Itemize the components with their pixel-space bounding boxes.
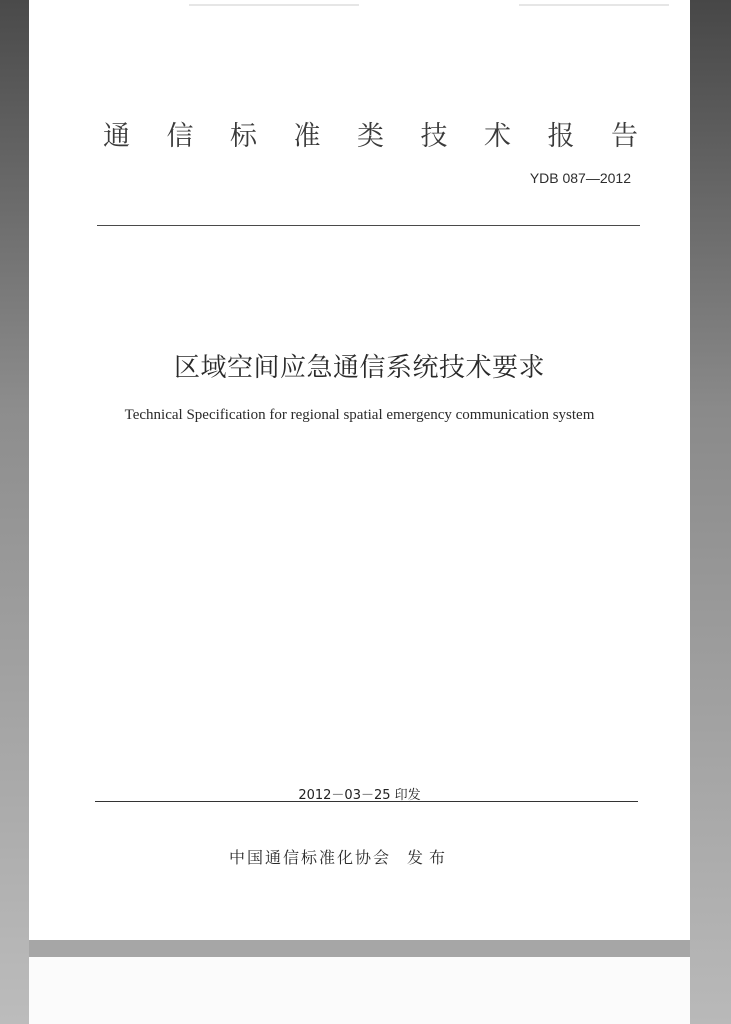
viewer-left-margin xyxy=(0,0,29,1024)
bleed-through-mark xyxy=(189,4,359,6)
issuer-name: 中国通信标准化协会 xyxy=(229,848,392,867)
document-title-chinese: 区域空间应急通信系统技术要求 xyxy=(173,353,545,383)
issuer-line xyxy=(229,845,451,868)
series-title-char: 信 xyxy=(166,121,194,152)
series-title xyxy=(103,114,638,153)
document-title-english: Technical Specification for regional spatial emergency communication system xyxy=(124,407,595,423)
series-title-char: 告 xyxy=(611,121,638,152)
series-title-char: 标 xyxy=(230,121,257,152)
bleed-through-mark xyxy=(519,4,669,6)
series-title-char: 类 xyxy=(357,121,384,152)
next-page-preview xyxy=(29,957,690,1024)
viewer-right-margin xyxy=(690,0,731,1024)
series-title-char: 准 xyxy=(293,121,321,152)
series-title-char: 术 xyxy=(484,121,511,152)
series-title-char: 技 xyxy=(420,121,448,152)
document-page xyxy=(29,0,690,940)
issue-date: 2012－03－25 印发 xyxy=(298,788,421,803)
header-divider xyxy=(97,225,640,226)
footer-divider xyxy=(95,801,638,802)
document-number: YDB 087—2012 xyxy=(529,170,631,186)
series-title-char: 报 xyxy=(547,121,575,152)
issuer-action: 发布 xyxy=(407,848,452,867)
series-title-char: 通 xyxy=(103,121,130,152)
